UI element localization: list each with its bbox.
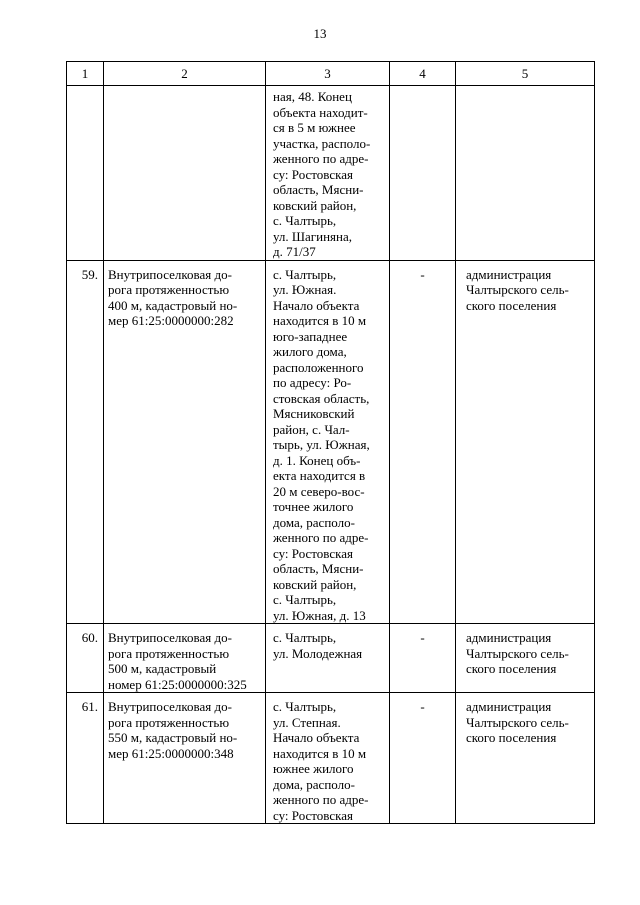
text-line: администрация bbox=[466, 266, 552, 282]
text-line: с. Чалтырь, bbox=[273, 266, 337, 282]
text-line: с. Чалтырь, bbox=[273, 592, 337, 607]
text-line: женного по адре- bbox=[273, 151, 369, 166]
text-line: су: Ростовская bbox=[273, 166, 353, 182]
column-4-cell: - bbox=[390, 693, 456, 824]
table-row-continuation bbox=[67, 86, 595, 261]
text-line: объекта находит- bbox=[273, 104, 368, 120]
text-line: д. 71/37 bbox=[273, 244, 316, 259]
object-name-cell bbox=[104, 86, 266, 261]
text-line: с. Чалтырь, bbox=[273, 213, 337, 228]
text-line: жилого дома, bbox=[273, 344, 347, 359]
text-line: ул. Молодежная bbox=[273, 645, 363, 661]
text-line: юго-западнее bbox=[273, 328, 348, 344]
text-line: южнее жилого bbox=[273, 761, 354, 776]
text-line: ул. Шагиняна, bbox=[273, 228, 353, 244]
text-line: женного по адре- bbox=[273, 792, 369, 807]
text-line: ул. Южная, д. 13 bbox=[273, 607, 366, 623]
column-4-cell: - bbox=[390, 624, 456, 693]
text-line: Внутрипоселковая до- bbox=[108, 699, 232, 714]
row-number-cell: 60. bbox=[67, 624, 104, 693]
text-line: Чалтырского сель- bbox=[466, 645, 569, 661]
text-line: Внутрипоселковая до- bbox=[108, 266, 232, 282]
column-header-5: 5 bbox=[456, 62, 595, 86]
document-table bbox=[66, 61, 595, 824]
text-line: дома, располо- bbox=[273, 514, 355, 530]
text-line: находится в 10 м bbox=[273, 745, 367, 761]
text-line: д. 1. Конец объ- bbox=[273, 452, 361, 468]
text-line: мер 61:25:0000000:282 bbox=[108, 313, 234, 328]
text-line: ул. Южная. bbox=[273, 282, 337, 297]
location-cell bbox=[266, 693, 390, 824]
text-line: Внутрипоселковая до- bbox=[108, 630, 232, 645]
text-line: ся в 5 м южнее bbox=[273, 120, 356, 135]
text-line: дома, располо- bbox=[273, 776, 355, 792]
column-header-4: 4 bbox=[390, 62, 456, 86]
text-line: с. Чалтырь, bbox=[273, 699, 337, 714]
row-number-cell bbox=[67, 86, 104, 261]
text-line: с. Чалтырь, bbox=[273, 630, 337, 645]
text-line: 20 м северо-вос- bbox=[273, 483, 365, 499]
owner-cell bbox=[456, 86, 595, 261]
row-number-cell: 59. bbox=[67, 260, 104, 624]
text-line: 550 м, кадастровый но- bbox=[108, 730, 238, 745]
column-header-1: 1 bbox=[67, 62, 104, 86]
text-line: женного по адре- bbox=[273, 530, 369, 545]
table-header-row bbox=[67, 62, 595, 86]
object-name-cell bbox=[104, 260, 266, 624]
column-4-cell: - bbox=[390, 260, 456, 624]
text-line: точнее жилого bbox=[273, 499, 354, 514]
column-4-cell bbox=[390, 86, 456, 261]
text-line: стовская область, bbox=[273, 390, 370, 406]
text-line: область, Мясни- bbox=[273, 561, 364, 576]
text-line: ского поселения bbox=[466, 297, 557, 313]
table-body bbox=[67, 86, 595, 824]
text-line: область, Мясни- bbox=[273, 182, 364, 197]
text-line: Начало объекта bbox=[273, 730, 360, 745]
location-cell bbox=[266, 86, 390, 261]
table-row bbox=[67, 624, 595, 693]
text-line: рога протяженностью bbox=[108, 282, 230, 297]
object-name-cell bbox=[104, 624, 266, 693]
text-line: ского поселения bbox=[466, 661, 557, 676]
text-line: по адресу: Ро- bbox=[273, 375, 352, 390]
location-cell bbox=[266, 260, 390, 624]
column-header-3: 3 bbox=[266, 62, 390, 86]
text-line: екта находится в bbox=[273, 468, 366, 483]
text-line: ковский район, bbox=[273, 197, 357, 213]
text-line: расположенного bbox=[273, 359, 364, 375]
owner-cell bbox=[456, 624, 595, 693]
text-line: Мясниковский bbox=[273, 406, 355, 421]
text-line: находится в 10 м bbox=[273, 313, 367, 328]
text-line: ная, 48. Конец bbox=[273, 89, 352, 104]
text-line: 400 м, кадастровый но- bbox=[108, 297, 238, 313]
text-line: администрация bbox=[466, 699, 552, 714]
location-cell bbox=[266, 624, 390, 693]
text-line: тырь, ул. Южная, bbox=[273, 437, 370, 452]
page-number: 13 bbox=[313, 26, 327, 41]
text-line: администрация bbox=[466, 630, 552, 645]
row-number-cell: 61. bbox=[67, 693, 104, 824]
text-line: рога протяженностью bbox=[108, 645, 230, 661]
text-line: номер 61:25:0000000:325 bbox=[108, 676, 247, 692]
text-line: район, с. Чал- bbox=[273, 421, 350, 437]
text-line: участка, располо- bbox=[273, 135, 371, 151]
text-line: су: Ростовская bbox=[273, 545, 353, 561]
text-line: Чалтырского сель- bbox=[466, 282, 569, 297]
text-line: Начало объекта bbox=[273, 297, 360, 313]
table-row bbox=[67, 693, 595, 824]
owner-cell bbox=[456, 693, 595, 824]
text-line: рога протяженностью bbox=[108, 714, 230, 730]
text-line: ковский район, bbox=[273, 576, 357, 592]
text-line: су: Ростовская bbox=[273, 807, 353, 823]
text-line: 500 м, кадастровый bbox=[108, 661, 217, 676]
owner-cell bbox=[456, 260, 595, 624]
object-name-cell bbox=[104, 693, 266, 824]
table-row bbox=[67, 260, 595, 624]
text-line: Чалтырского сель- bbox=[466, 714, 569, 730]
text-line: ул. Степная. bbox=[273, 714, 341, 730]
column-header-2: 2 bbox=[104, 62, 266, 86]
text-line: мер 61:25:0000000:348 bbox=[108, 745, 234, 761]
text-line: ского поселения bbox=[466, 730, 557, 745]
